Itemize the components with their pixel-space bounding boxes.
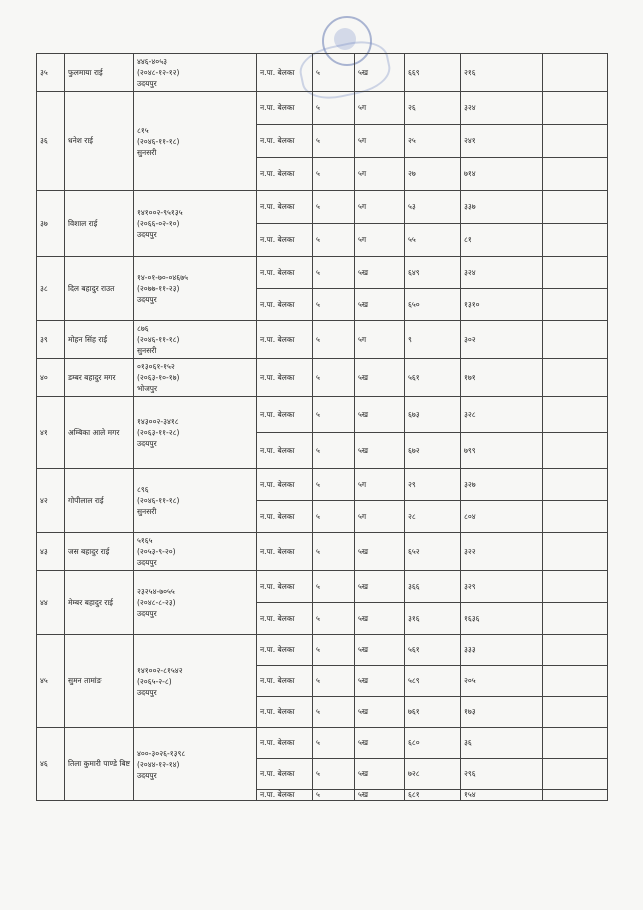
map-sheet: ५ख — [354, 359, 404, 397]
remarks-cell — [542, 666, 607, 697]
ward-number: ५ — [312, 359, 354, 397]
plot-number: ५५ — [404, 224, 460, 257]
remarks-cell — [542, 54, 607, 92]
owner-name: सुमन तामांङ — [65, 635, 134, 728]
municipality: न.पा. बेलका — [256, 603, 312, 635]
land-records-table — [36, 53, 608, 801]
remarks-cell — [542, 191, 607, 224]
municipality: न.पा. बेलका — [256, 433, 312, 469]
citizenship-line: (२०४६-११-१८) — [136, 335, 180, 344]
ward-number: ५ — [312, 533, 354, 571]
owner-name: गोपीलाल राई — [65, 469, 134, 533]
serial-number: ४३ — [37, 533, 65, 571]
map-sheet: ५ग — [354, 469, 404, 501]
area: ३२८ — [460, 397, 542, 433]
map-sheet: ५ख — [354, 533, 404, 571]
owner-name: मोहन सिंह राई — [65, 321, 134, 359]
plot-number: ६८१ — [404, 790, 460, 801]
remarks-cell — [542, 125, 607, 158]
map-sheet: ५ख — [354, 728, 404, 759]
remarks-cell — [542, 603, 607, 635]
ward-number: ५ — [312, 728, 354, 759]
serial-number: ४४ — [37, 571, 65, 635]
area: ३२७ — [460, 469, 542, 501]
citizenship-line: (२०४६-११-१८) — [136, 496, 180, 505]
citizenship-line: सुनसरी — [136, 346, 157, 355]
ward-number: ५ — [312, 603, 354, 635]
citizenship-line: (२०६३-१०-१७) — [136, 373, 180, 382]
area: २१६ — [460, 54, 542, 92]
municipality: न.पा. बेलका — [256, 257, 312, 289]
citizenship-line: उदयपुर — [136, 770, 157, 780]
citizenship-line: सुनसरी — [136, 147, 157, 157]
citizenship-line: ४४६-४०५३ — [136, 57, 167, 66]
remarks-cell — [542, 571, 607, 603]
serial-number: ३८ — [37, 257, 65, 321]
remarks-cell — [542, 469, 607, 501]
area: ३६ — [460, 728, 542, 759]
municipality: न.पा. बेलका — [256, 469, 312, 501]
municipality: न.पा. बेलका — [256, 759, 312, 790]
remarks-cell — [542, 759, 607, 790]
table-row — [37, 321, 608, 359]
map-sheet: ५ख — [354, 397, 404, 433]
map-sheet: ५ख — [354, 790, 404, 801]
citizenship-line: (२०६३-११-२८) — [136, 428, 180, 437]
owner-name: विशाल राई — [65, 191, 134, 257]
area: ३३७ — [460, 191, 542, 224]
table-row — [37, 728, 608, 759]
plot-number: ५६१ — [404, 359, 460, 397]
serial-number: ४० — [37, 359, 65, 397]
serial-number: ४५ — [37, 635, 65, 728]
citizenship-details — [133, 635, 256, 728]
remarks-cell — [542, 359, 607, 397]
plot-number: ६७२ — [404, 433, 460, 469]
area: २९६ — [460, 759, 542, 790]
municipality: न.पा. बेलका — [256, 54, 312, 92]
table-row — [37, 397, 608, 433]
map-sheet: ५ख — [354, 635, 404, 666]
area: १५४ — [460, 790, 542, 801]
plot-number: ३६६ — [404, 571, 460, 603]
citizenship-details — [133, 397, 256, 469]
owner-name: धनेश राई — [65, 92, 134, 191]
citizenship-line: (२०४८-१२-१२) — [136, 68, 180, 77]
plot-number: ५३ — [404, 191, 460, 224]
plot-number: ६५० — [404, 289, 460, 321]
plot-number: ७६१ — [404, 697, 460, 728]
citizenship-details — [133, 571, 256, 635]
serial-number: ३५ — [37, 54, 65, 92]
area: ७९९ — [460, 433, 542, 469]
table-row — [37, 533, 608, 571]
citizenship-line: ८७६ — [136, 324, 149, 333]
citizenship-line: (२०६५-२-८) — [136, 676, 172, 686]
remarks-cell — [542, 397, 607, 433]
citizenship-details — [133, 321, 256, 359]
serial-number: ४२ — [37, 469, 65, 533]
citizenship-line: १४१००२-९५१३५ — [136, 208, 183, 217]
municipality: न.पा. बेलका — [256, 191, 312, 224]
plot-number: २८ — [404, 501, 460, 533]
ward-number: ५ — [312, 397, 354, 433]
citizenship-line: १४-०१-७०-०४६७५ — [136, 273, 189, 282]
municipality: न.पा. बेलका — [256, 635, 312, 666]
area: १६३६ — [460, 603, 542, 635]
table-row — [37, 92, 608, 125]
citizenship-details — [133, 257, 256, 321]
remarks-cell — [542, 697, 607, 728]
citizenship-line: ८१५ — [136, 125, 149, 135]
ward-number: ५ — [312, 469, 354, 501]
ward-number: ५ — [312, 635, 354, 666]
map-sheet: ५ख — [354, 666, 404, 697]
table-row — [37, 257, 608, 289]
table-row — [37, 54, 608, 92]
ward-number: ५ — [312, 224, 354, 257]
citizenship-line: (२०७७-११-२३) — [136, 284, 180, 293]
serial-number: ४१ — [37, 397, 65, 469]
citizenship-line: (२०४८-८-२३) — [136, 598, 176, 607]
area: ८१ — [460, 224, 542, 257]
municipality: न.पा. बेलका — [256, 533, 312, 571]
citizenship-line: १४१००२-८१५४२ — [136, 665, 183, 675]
municipality: न.पा. बेलका — [256, 666, 312, 697]
serial-number: ४६ — [37, 728, 65, 801]
municipality: न.पा. बेलका — [256, 790, 312, 801]
plot-number: ६७३ — [404, 397, 460, 433]
area: ८०४ — [460, 501, 542, 533]
map-sheet: ५ग — [354, 321, 404, 359]
ward-number: ५ — [312, 289, 354, 321]
citizenship-line: उदयपुर — [136, 295, 157, 304]
area: २४१ — [460, 125, 542, 158]
citizenship-line: (२०४६-११-१८) — [136, 136, 180, 146]
municipality: न.पा. बेलका — [256, 359, 312, 397]
area: ३२४ — [460, 92, 542, 125]
plot-number: ७२८ — [404, 759, 460, 790]
table-row — [37, 359, 608, 397]
ward-number: ५ — [312, 666, 354, 697]
plot-number: ५८९ — [404, 666, 460, 697]
owner-name: फुलमाया राई — [65, 54, 134, 92]
table-body — [37, 54, 608, 801]
area: ३३३ — [460, 635, 542, 666]
citizenship-line: उदयपुर — [136, 79, 157, 88]
map-sheet: ५ख — [354, 759, 404, 790]
map-sheet: ५ख — [354, 54, 404, 92]
map-sheet: ५ग — [354, 501, 404, 533]
remarks-cell — [542, 321, 607, 359]
citizenship-line: २३२५४-७०५५ — [136, 587, 175, 596]
area: ७१४ — [460, 158, 542, 191]
serial-number: ३७ — [37, 191, 65, 257]
municipality: न.पा. बेलका — [256, 571, 312, 603]
plot-number: ९ — [404, 321, 460, 359]
citizenship-details — [133, 54, 256, 92]
citizenship-details — [133, 359, 256, 397]
citizenship-details — [133, 469, 256, 533]
ward-number: ५ — [312, 790, 354, 801]
remarks-cell — [542, 790, 607, 801]
municipality: न.पा. बेलका — [256, 697, 312, 728]
ward-number: ५ — [312, 125, 354, 158]
map-sheet: ५ग — [354, 125, 404, 158]
map-sheet: ५ग — [354, 224, 404, 257]
citizenship-line: (२०६६-०२-१०) — [136, 219, 180, 228]
area: १३१० — [460, 289, 542, 321]
owner-name: मेम्बर बहादुर राई — [65, 571, 134, 635]
ward-number: ५ — [312, 257, 354, 289]
table-row — [37, 191, 608, 224]
remarks-cell — [542, 158, 607, 191]
municipality: न.पा. बेलका — [256, 125, 312, 158]
plot-number: २६ — [404, 92, 460, 125]
ward-number: ५ — [312, 697, 354, 728]
citizenship-line: उदयपुर — [136, 230, 157, 239]
citizenship-details — [133, 92, 256, 191]
ward-number: ५ — [312, 92, 354, 125]
municipality: न.पा. बेलका — [256, 321, 312, 359]
map-sheet: ५ग — [354, 191, 404, 224]
citizenship-line: ५१६५ — [136, 536, 153, 545]
plot-number: ६५२ — [404, 533, 460, 571]
citizenship-line: ०१३०६१-१५२ — [136, 362, 175, 371]
map-sheet: ५ख — [354, 571, 404, 603]
citizenship-line: ४००-३०२६-१३९८ — [136, 748, 186, 758]
citizenship-line: १४३००२-३४१८ — [136, 417, 179, 426]
remarks-cell — [542, 728, 607, 759]
remarks-cell — [542, 289, 607, 321]
serial-number: ३६ — [37, 92, 65, 191]
plot-number: ६६९ — [404, 54, 460, 92]
remarks-cell — [542, 635, 607, 666]
citizenship-details — [133, 191, 256, 257]
remarks-cell — [542, 257, 607, 289]
map-sheet: ५ग — [354, 92, 404, 125]
plot-number: ६४९ — [404, 257, 460, 289]
plot-number: ५६१ — [404, 635, 460, 666]
map-sheet: ५ख — [354, 289, 404, 321]
area: ३०२ — [460, 321, 542, 359]
ward-number: ५ — [312, 759, 354, 790]
remarks-cell — [542, 92, 607, 125]
ward-number: ५ — [312, 433, 354, 469]
owner-name: डम्बर बहादुर मगर — [65, 359, 134, 397]
citizenship-line: भोजपुर — [136, 384, 158, 393]
citizenship-details — [133, 533, 256, 571]
area: ३२९ — [460, 571, 542, 603]
ward-number: ५ — [312, 321, 354, 359]
municipality: न.पा. बेलका — [256, 158, 312, 191]
remarks-cell — [542, 224, 607, 257]
serial-number: ३९ — [37, 321, 65, 359]
plot-number: २७ — [404, 158, 460, 191]
ward-number: ५ — [312, 501, 354, 533]
citizenship-line: उदयपुर — [136, 687, 157, 697]
owner-name: दिल बहादुर राउत — [65, 257, 134, 321]
map-sheet: ५ख — [354, 433, 404, 469]
citizenship-line: सुनसरी — [136, 507, 157, 516]
area: १७१ — [460, 359, 542, 397]
owner-name: जस बहादुर राई — [65, 533, 134, 571]
plot-number: २९ — [404, 469, 460, 501]
table-row — [37, 469, 608, 501]
citizenship-line: उदयपुर — [136, 558, 157, 567]
table-row — [37, 571, 608, 603]
citizenship-line: उदयपुर — [136, 609, 157, 618]
plot-number: ६८० — [404, 728, 460, 759]
citizenship-line: ८९६ — [136, 485, 149, 494]
remarks-cell — [542, 533, 607, 571]
municipality: न.पा. बेलका — [256, 289, 312, 321]
owner-name: तिला कुमारी पाण्डे बिष्ट — [65, 728, 134, 801]
municipality: न.पा. बेलका — [256, 92, 312, 125]
area: ३२२ — [460, 533, 542, 571]
citizenship-details — [133, 728, 256, 801]
municipality: न.पा. बेलका — [256, 728, 312, 759]
citizenship-line: (२०४४-१२-१४) — [136, 759, 180, 769]
area: १७३ — [460, 697, 542, 728]
remarks-cell — [542, 501, 607, 533]
ward-number: ५ — [312, 158, 354, 191]
ward-number: ५ — [312, 191, 354, 224]
map-sheet: ५ख — [354, 257, 404, 289]
area: २०५ — [460, 666, 542, 697]
map-sheet: ५ख — [354, 697, 404, 728]
municipality: न.पा. बेलका — [256, 397, 312, 433]
area: ३२४ — [460, 257, 542, 289]
ward-number: ५ — [312, 54, 354, 92]
remarks-cell — [542, 433, 607, 469]
citizenship-line: (२०५३-९-२०) — [136, 547, 176, 556]
ward-number: ५ — [312, 571, 354, 603]
municipality: न.पा. बेलका — [256, 224, 312, 257]
plot-number: ३१६ — [404, 603, 460, 635]
table-row — [37, 635, 608, 666]
plot-number: २५ — [404, 125, 460, 158]
owner-name: अम्बिका आले मगर — [65, 397, 134, 469]
municipality: न.पा. बेलका — [256, 501, 312, 533]
map-sheet: ५ख — [354, 603, 404, 635]
citizenship-line: उदयपुर — [136, 439, 157, 448]
map-sheet: ५ग — [354, 158, 404, 191]
